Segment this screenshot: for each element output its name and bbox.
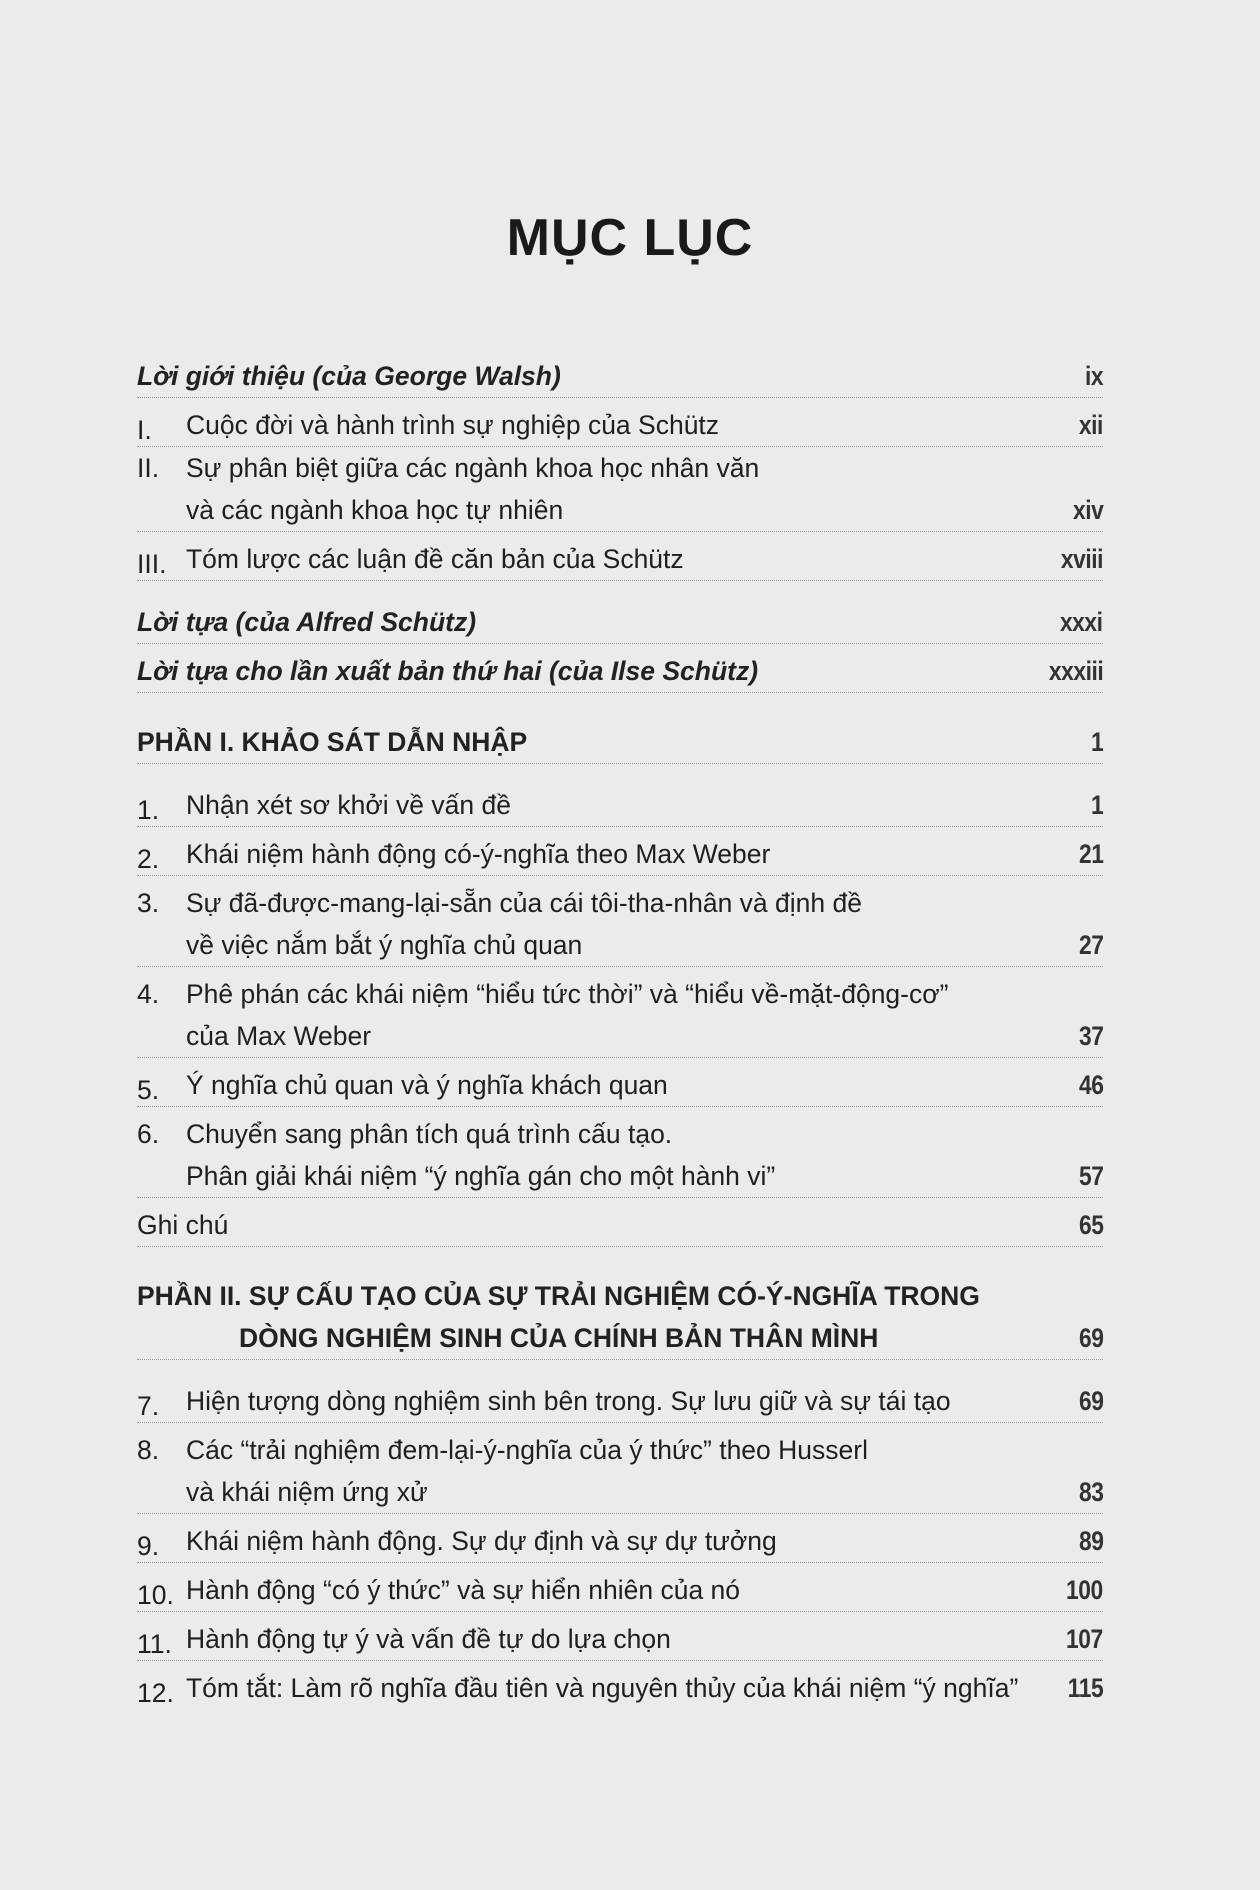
toc-entry-label-block bbox=[186, 1113, 1075, 1197]
toc-entry-part-2[interactable] bbox=[137, 1275, 1103, 1360]
toc-entry-label: Sự đã-được-mang-lại-sẵn của cái tôi-tha-nhân và định đề bbox=[186, 888, 862, 918]
toc-entry-label: Các “trải nghiệm đem-lại-ý-nghĩa của ý thức” theo Husserl bbox=[186, 1435, 868, 1465]
toc-entry-intro[interactable] bbox=[137, 355, 1103, 398]
toc-entry-section-5[interactable] bbox=[137, 1064, 1103, 1107]
toc-entry-number: 11. bbox=[137, 1629, 172, 1659]
toc-entry-section-8[interactable] bbox=[137, 1429, 1103, 1514]
toc-entry-number: 12. bbox=[137, 1678, 174, 1708]
toc-entry-number: 7. bbox=[137, 1391, 160, 1421]
toc-entry-number: 5. bbox=[137, 1075, 160, 1105]
toc-entry-label-continued: và khái niệm ứng xử bbox=[186, 1477, 428, 1507]
toc-entry-number: 6. bbox=[137, 1119, 160, 1149]
toc-entry-page: xviii bbox=[1060, 544, 1103, 574]
toc-entry-page: 69 bbox=[1078, 1323, 1103, 1353]
toc-entry-part-1[interactable] bbox=[137, 721, 1103, 764]
toc-entry-label: Phê phán các khái niệm “hiểu tức thời” và “hiểu về-mặt-động-cơ” bbox=[186, 979, 949, 1009]
toc-entry-page: 100 bbox=[1066, 1575, 1103, 1605]
toc-entry-page: 21 bbox=[1078, 839, 1103, 869]
toc-entry-preface-second[interactable] bbox=[137, 650, 1103, 693]
toc-entry-number: 8. bbox=[137, 1435, 160, 1465]
toc-entry-label: Chuyển sang phân tích quá trình cấu tạo. bbox=[186, 1119, 673, 1149]
toc-entry-label-continued: và các ngành khoa học tự nhiên bbox=[186, 495, 564, 525]
page-title: MỤC LỤC bbox=[506, 209, 754, 267]
toc-entry-page: 37 bbox=[1078, 1021, 1103, 1051]
toc-entry-label: Lời tựa (của Alfred Schütz) bbox=[137, 607, 477, 637]
toc-entry-label: PHẦN II. SỰ CẤU TẠO CỦA SỰ TRẢI NGHIỆM CÓ-Ý-NGHĨA TRONG bbox=[137, 1281, 980, 1311]
toc-entry-label: Hành động “có ý thức” và sự hiển nhiên của nó bbox=[186, 1575, 741, 1605]
toc-entry-label-continued: Phân giải khái niệm “ý nghĩa gán cho một hành vi” bbox=[186, 1161, 776, 1191]
toc-entry-section-3[interactable] bbox=[137, 882, 1103, 967]
toc-entry-number: 9. bbox=[137, 1531, 160, 1561]
toc-entry-label-block bbox=[137, 1275, 1075, 1359]
toc-entry-page: 69 bbox=[1078, 1386, 1103, 1416]
toc-entry-label: Hành động tự ý và vấn đề tự do lựa chọn bbox=[186, 1624, 671, 1654]
toc-entry-number: 4. bbox=[137, 979, 160, 1009]
toc-entry-label: Lời tựa cho lần xuất bản thứ hai (của Ilse Schütz) bbox=[137, 656, 759, 686]
toc-entry-number: 10. bbox=[137, 1580, 174, 1610]
toc-entry-label: Lời giới thiệu (của George Walsh) bbox=[137, 361, 561, 391]
toc-entry-label-block bbox=[186, 447, 1068, 531]
toc-entry-section-7[interactable] bbox=[137, 1380, 1103, 1423]
toc-entry-intro-1[interactable] bbox=[137, 404, 1103, 447]
toc-entry-label-block bbox=[186, 1429, 1075, 1513]
toc-entry-section-1[interactable] bbox=[137, 784, 1103, 827]
toc-entry-page: 46 bbox=[1078, 1070, 1103, 1100]
toc-entry-section-6[interactable] bbox=[137, 1113, 1103, 1198]
toc-entry-label: Nhận xét sơ khởi về vấn đề bbox=[186, 790, 511, 820]
toc-entry-label-continued: của Max Weber bbox=[186, 1021, 372, 1051]
toc-entry-page: 65 bbox=[1078, 1210, 1103, 1240]
toc-entry-page: 27 bbox=[1078, 930, 1103, 960]
toc-entry-notes[interactable] bbox=[137, 1204, 1103, 1247]
toc-entry-page: 115 bbox=[1067, 1673, 1103, 1703]
toc-entry-number: I. bbox=[137, 415, 152, 445]
toc-entry-label: Ý nghĩa chủ quan và ý nghĩa khách quan bbox=[186, 1070, 668, 1100]
toc-entry-label-block bbox=[186, 882, 1075, 966]
toc-entry-label: Sự phân biệt giữa các ngành khoa học nhân văn bbox=[186, 453, 760, 483]
toc-entry-preface[interactable] bbox=[137, 601, 1103, 644]
toc-entry-intro-3[interactable] bbox=[137, 538, 1103, 581]
toc-entry-intro-2[interactable] bbox=[137, 447, 1103, 532]
toc-entry-section-10[interactable] bbox=[137, 1569, 1103, 1612]
toc-entry-page: 83 bbox=[1078, 1477, 1103, 1507]
toc-entry-page: 1 bbox=[1090, 790, 1103, 820]
toc-entry-page: 89 bbox=[1078, 1526, 1103, 1556]
toc-entry-label: Hiện tượng dòng nghiệm sinh bên trong. Sự lưu giữ và sự tái tạo bbox=[186, 1386, 951, 1416]
toc-entry-section-9[interactable] bbox=[137, 1520, 1103, 1563]
toc-entry-label: Khái niệm hành động có-ý-nghĩa theo Max Weber bbox=[186, 839, 771, 869]
toc-entry-page: 1 bbox=[1090, 727, 1103, 757]
toc-entry-page: 57 bbox=[1078, 1161, 1103, 1191]
toc-entry-section-12[interactable] bbox=[137, 1667, 1103, 1709]
table-of-contents bbox=[137, 355, 1103, 1709]
toc-entry-page: xii bbox=[1078, 410, 1103, 440]
toc-entry-label: PHẦN I. KHẢO SÁT DẪN NHẬP bbox=[137, 727, 528, 757]
toc-entry-number: III. bbox=[137, 549, 167, 579]
toc-entry-section-4[interactable] bbox=[137, 973, 1103, 1058]
toc-entry-page: xiv bbox=[1072, 495, 1103, 525]
toc-entry-label-continued: về việc nắm bắt ý nghĩa chủ quan bbox=[186, 930, 583, 960]
toc-entry-page: 107 bbox=[1066, 1624, 1103, 1654]
toc-entry-label: Cuộc đời và hành trình sự nghiệp của Schütz bbox=[186, 410, 720, 440]
toc-entry-number: 2. bbox=[137, 844, 160, 874]
toc-entry-number: 1. bbox=[137, 795, 160, 825]
toc-entry-label: Ghi chú bbox=[137, 1210, 229, 1240]
toc-entry-section-11[interactable] bbox=[137, 1618, 1103, 1661]
toc-entry-label-block bbox=[186, 973, 1075, 1057]
toc-entry-label: Tóm lược các luận đề căn bản của Schütz bbox=[186, 544, 684, 574]
toc-entry-number: II. bbox=[137, 453, 160, 483]
toc-entry-page: ix bbox=[1084, 361, 1103, 391]
toc-entry-page: xxxi bbox=[1060, 607, 1103, 637]
toc-entry-page: xxxiii bbox=[1048, 656, 1103, 686]
toc-entry-label: Khái niệm hành động. Sự dự định và sự dự tưởng bbox=[186, 1526, 777, 1556]
toc-entry-number: 3. bbox=[137, 888, 160, 918]
toc-entry-label: Tóm tắt: Làm rõ nghĩa đầu tiên và nguyên thủy của khái niệm “ý nghĩa” bbox=[186, 1673, 1019, 1703]
toc-entry-section-2[interactable] bbox=[137, 833, 1103, 876]
toc-entry-label-continued: DÒNG NGHIỆM SINH CỦA CHÍNH BẢN THÂN MÌNH bbox=[239, 1323, 879, 1353]
